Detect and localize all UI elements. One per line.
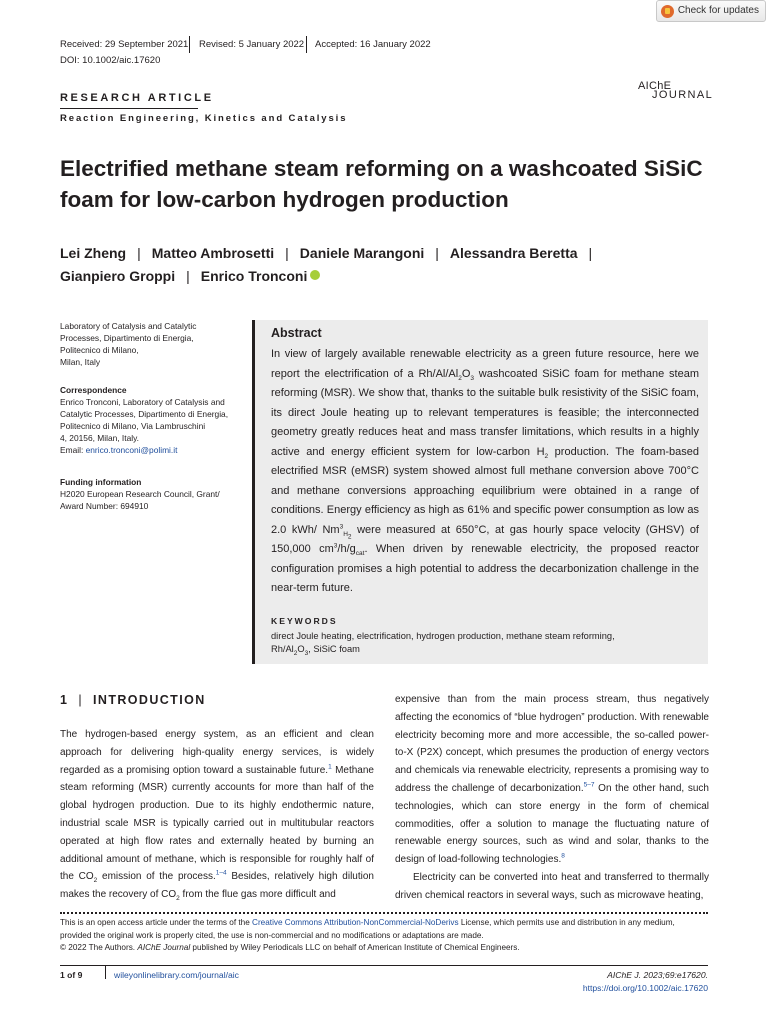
- keywords-line: , SiSiC foam: [308, 644, 360, 654]
- revised-date: Revised: 5 January 2022: [199, 39, 305, 50]
- abstract-bar: [252, 320, 255, 664]
- text-fragment: emission of the process.: [97, 871, 216, 883]
- affiliation-line: Politecnico di Milano,: [60, 345, 139, 355]
- title-line1: Electrified methane steam reforming on a washcoated SiSiC: [60, 156, 703, 181]
- citation-link[interactable]: 5–7: [583, 781, 595, 789]
- affiliation: [60, 320, 240, 368]
- keywords-line: direct Joule heating, electrification, hydrogen production, methane steam reforming,: [271, 631, 615, 641]
- funding-line: H2020 European Research Council, Grant/: [60, 489, 220, 499]
- orcid-icon[interactable]: [310, 270, 320, 280]
- abstract-heading: Abstract: [271, 326, 322, 340]
- correspondence-heading: Correspondence: [60, 385, 127, 395]
- author-list: Gianpiero Groppi | Enrico Tronconi: [60, 268, 720, 284]
- doi: DOI: 10.1002/aic.17620: [60, 55, 161, 66]
- keywords-line: Rh/Al: [271, 644, 294, 654]
- author-list: Lei Zheng | Matteo Ambrosetti | Daniele Marangoni | Alessandra Beretta |: [60, 245, 593, 261]
- text-fragment: Besides, relatively high dilution makes the recovery of CO: [60, 871, 374, 901]
- footer-divider: [105, 966, 106, 979]
- affiliation-line: Milan, Italy: [60, 357, 101, 367]
- citation: AIChE J. 2023;69:e17620.: [607, 970, 708, 980]
- author[interactable]: Lei Zheng: [60, 245, 127, 261]
- correspondence-line: 4, 20156, Milan, Italy.: [60, 433, 139, 443]
- text-fragment: expensive than from the main process stream, thus negatively affecting the economics of “blue hydrogen” production. With renewable electricity becoming more and more accessible, the so-called power-to-X (P2X) concept, which presumes the production of energy vectors and chemicals via renewable electricity, represents a promising way to address the challenge of decarbonization.: [395, 694, 709, 794]
- logo-line2: JOURNAL: [652, 89, 714, 101]
- abstract-fragment: In view of largely available renewable electricity as a green future resource, here we report the electrification of a Rh/Al: [271, 348, 699, 380]
- abstract-fragment: were measured at 650°C, at gas hourly space velocity (GHSV) of 150,000 cm: [271, 523, 699, 555]
- correspondence-line: Enrico Tronconi, Laboratory of Catalysis and: [60, 397, 225, 407]
- funding-heading: Funding information: [60, 477, 142, 487]
- text-fragment: On the other hand, such technologies, which can store energy in the form of chemical commodities, offer a solution to manage the fluctuating nature of renewable energy sources, such as wind and solar, thanks to the design of load-following technologies.: [395, 782, 709, 866]
- header-divider: [306, 36, 307, 53]
- citation-link[interactable]: 1: [328, 763, 332, 771]
- body-column-right: [395, 691, 709, 905]
- doi-link[interactable]: https://doi.org/10.1002/aic.17620: [582, 983, 708, 993]
- author[interactable]: Daniele Marangoni: [299, 245, 425, 261]
- paragraph: The hydrogen-based energy system, as an efficient and clean approach for delivering high-quality energy services, is widely regarded as a promising option toward a sustainable future.$^1$ Methane steam reforming (MSR) currently accounts for more than half of the global hydrogen production. Due to its highly endothermic nature, industrial scale MSR is typically carried out in multitubular reactors operated at high flow rates and externally heated by burning an additional amount of methane, which is responsible for roughly half of the $CO_2$ emission of the process.$^{1-4}$ Besides, relatively high dilution makes the recovery of $CO_2$ from the flue gas more difficult and: [60, 729, 374, 903]
- section-number: 1: [60, 693, 69, 707]
- license-notice: [60, 917, 708, 955]
- received-date: Received: 29 September 2021: [60, 39, 189, 50]
- section-name: Reaction Engineering, Kinetics and Catalysis: [60, 113, 348, 124]
- page-title: [60, 153, 720, 215]
- logo-line1: AIChE: [638, 80, 672, 92]
- copyright-journal: AIChE Journal: [137, 943, 191, 953]
- text-fragment: Methane steam reforming (MSR) currently accounts for more than half of the global hydrogen production. Due to its highly endothermic nature, industrial scale MSR is typically carried out in multitubular reactors operated at high flow rates and externally heated by burning an additional amount of methane, which is responsible for roughly half of the CO: [60, 764, 374, 883]
- journal-logo: [638, 80, 712, 102]
- email-label: Email:: [60, 445, 84, 455]
- correspondence-line: Politecnico di Milano, Via Lambruschini: [60, 421, 206, 431]
- license-link[interactable]: Creative Commons Attribution-NonCommercial-NoDerivs: [252, 918, 459, 927]
- header-divider: [189, 36, 190, 53]
- paragraph: [395, 691, 709, 869]
- check-for-updates-label: Check for updates: [677, 5, 759, 16]
- correspondence: [60, 384, 240, 456]
- keywords-heading: KEYWORDS: [271, 616, 338, 626]
- copyright-text: published by Wiley Periodicals LLC on behalf of American Institute of Chemical Engineers.: [190, 943, 520, 953]
- article-type: RESEARCH ARTICLE: [60, 92, 214, 104]
- accepted-date: Accepted: 16 January 2022: [315, 39, 431, 50]
- paragraph: Electricity can be converted into heat and transferred to thermally driven chemical reactors in several ways, such as microwave heating,: [395, 871, 709, 901]
- footer-divider: [60, 912, 708, 914]
- update-icon: [661, 5, 674, 18]
- abstract-fragment: . When driven by renewable electricity, the proposed reactor configuration promises a high potential to address the decarbonization challenge in the near-term future.: [271, 543, 699, 594]
- abstract-fragment: washcoated SiSiC foam for methane steam reforming (MSR). We show that, thanks to the suitable bulk resistivity of the SiSiC foam, its direct Joule heating up to relevant temperatures is feasible; the interconnected geometry greatly reduces heat and mass transfer limitations, which results in a highly active and energy efficient system for low-carbon H: [271, 367, 699, 458]
- license-text: License, which permits use and distribution in any medium, provided the original work is properly cited, the use is non-commercial and no modifications or adaptations are made.: [60, 918, 675, 940]
- funding-information: [60, 476, 240, 512]
- author[interactable]: Matteo Ambrosetti: [151, 245, 275, 261]
- journal-url-link[interactable]: wileyonlinelibrary.com/journal/aic: [114, 970, 239, 980]
- author[interactable]: Gianpiero Groppi: [60, 268, 176, 284]
- funding-line: Award Number: 694910: [60, 501, 149, 511]
- text-fragment: The hydrogen-based energy system, as an efficient and clean approach for delivering high-quality energy services, is widely regarded as a promising option toward a sustainable future.: [60, 729, 374, 776]
- divider: [60, 108, 198, 109]
- check-for-updates-button[interactable]: [656, 0, 766, 22]
- body-column-left: [60, 726, 374, 904]
- title-line2: foam for low-carbon hydrogen production: [60, 187, 509, 212]
- section-title: INTRODUCTION: [93, 693, 206, 707]
- license-text: This is an open access article under the terms of the: [60, 918, 253, 927]
- section-heading: 1 | INTRODUCTION: [60, 693, 206, 707]
- email-link[interactable]: enrico.tronconi@polimi.it: [85, 445, 178, 455]
- affiliation-line: Laboratory of Catalysis and Catalytic: [60, 321, 197, 331]
- author[interactable]: Alessandra Beretta: [449, 245, 578, 261]
- text-fragment: from the flue gas more difficult and: [179, 889, 336, 901]
- abstract-fragment: /h/g: [337, 543, 356, 555]
- footer-rule: [60, 965, 708, 966]
- citation-link[interactable]: 1–4: [215, 870, 227, 878]
- copyright-text: © 2022 The Authors.: [60, 943, 138, 953]
- page-number: 1 of 9: [60, 970, 83, 980]
- affiliation-line: Processes, Dipartimento di Energia,: [60, 333, 194, 343]
- keywords: direct Joule heating, electrification, hydrogen production, methane steam reforming, $Rh/Al_2O_3$, SiSiC foam: [271, 630, 691, 656]
- correspondence-line: Catalytic Processes, Dipartimento di Energia,: [60, 409, 229, 419]
- citation-link[interactable]: 8: [561, 852, 565, 860]
- author[interactable]: Enrico Tronconi: [200, 268, 308, 284]
- abstract-text: In view of largely available renewable electricity as a green future resource, here we report the electrification of a $Rh/Al/Al_2O_3$ washcoated SiSiC foam for methane steam reforming (MSR). We show that, thanks to the suitable bulk resistivity of the SiSiC foam, its direct Joule heating up to relevant temperatures is feasible; the interconnected geometry greatly reduces heat and mass transfer limitations, which results in a highly active and energy efficient system for low-carbon $H_2$ production. The foam-based electrified MSR (eMSR) system showed almost full methane conversion above 700°C and methane conversions approaching equilibrium were obtained in a range of conditions. Energy efficiency as high as 61% and specific power consumption as low as 2.0 kWh/ $Nm^3_{H_2}$ were measured at 650°C, at gas hourly space velocity (GHSV) of 150,000 $cm^3/h/g_{cat}$. When driven by renewable electricity, the proposed reactor configuration promises a high potential to address the decarbonization challenge in the near-term future.: [271, 348, 699, 594]
- abstract-fragment: production. The foam-based electrified MSR (eMSR) system showed almost full methane conversion above 700°C and methane conversions approaching equilibrium were obtained in a range of conditions. Energy efficiency as high as 61% and specific power consumption as low as 2.0 kWh/ Nm: [271, 445, 699, 536]
